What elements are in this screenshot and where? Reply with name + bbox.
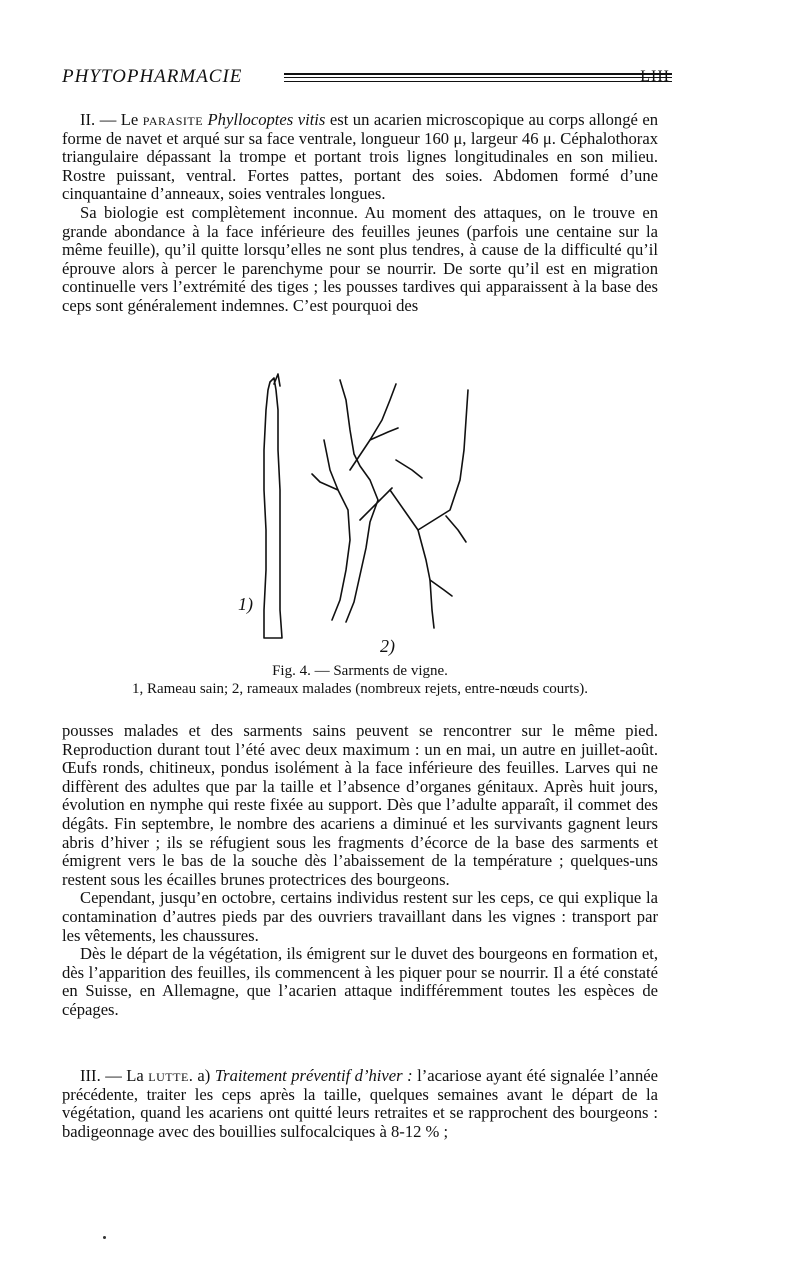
section-2-label: II. — Le	[80, 110, 139, 129]
paragraph-biology: Sa biologie est complètement inconnue. Au moment des attaques, on le trouve en grande abondance à la face inférieure des feuilles jeunes (parfois une centaine sur la même feuille), qu’il quitte lorsqu’elles ne sont plus tendres, à cause de la difficulté qu’il éprouve alors à percer le parenchyme pour se nourrir. De sorte qu’il est en migration continuelle vers l’extrémité des tiges ; les pousses tardives qui apparaissent à la base des ceps sont généralement indemnes. C’est pourquoi des	[62, 202, 658, 315]
section-3-sub: a)	[197, 1066, 211, 1085]
diseased-shoot-right	[390, 490, 434, 628]
figure-label-1: 1)	[238, 594, 253, 614]
running-title: PHYTOPHARMACIE	[62, 66, 243, 87]
diseased-branch-1	[350, 384, 396, 470]
diseased-branch-5	[446, 516, 466, 542]
figure-caption	[62, 662, 658, 698]
diseased-shoot-left	[324, 440, 350, 620]
diseased-branch-6	[430, 580, 452, 596]
header-rule	[284, 73, 672, 82]
healthy-shoot	[264, 378, 282, 638]
section-3-label: III. — La	[80, 1066, 144, 1085]
continuation-text	[62, 722, 658, 1020]
paragraph-reproduction: pousses malades et des sarments sains peuvent se rencontrer sur le même pied. Reproduction durant tout l’été avec deux maximum : un en mai, un autre en juillet-août. Œufs ronds, chitineux, pondus isolément à la face inférieure des feuilles. Larves qui ne diffèrent des adultes que par la taille et l’absence d’organes génitaux. Après huit jours, évolution en nymphe qui reste fixée au support. Dès que l’adulte apparaît, il commet des dégâts. Fin septembre, le nombre des acariens a diminué et les survivants gagnent leurs abris d’hiver ; ils se réfugient sous les fragments d’écorce de la base des sarments et émigrent vers le bas de la souche dès l’abaissement de la température ; quelques-uns restent sous les écailles brunes protectrices des bourgeons.	[62, 721, 658, 889]
paragraph-october: Cependant, jusqu’en octobre, certains individus restent sur les ceps, ce qui explique la contamination d’autres pieds par des ouvriers travaillant dans les vignes : transport par les vêtements, les chaussures.	[62, 888, 658, 945]
section-3-keyword: lutte	[148, 1066, 189, 1085]
paragraph-parasite	[62, 111, 658, 204]
caption-legend: 1, Rameau sain; 2, rameaux malades (nombreux rejets, entre-nœuds courts).	[131, 681, 589, 697]
page-header	[62, 64, 670, 92]
diseased-shoot-left-outline	[340, 380, 378, 622]
page-speck	[103, 1236, 106, 1239]
diseased-branch-7	[396, 460, 422, 478]
figure-label-2: 2)	[380, 636, 395, 656]
figure-vine-shoots	[220, 370, 520, 670]
caption-title: Fig. 4. — Sarments de vigne.	[272, 663, 448, 679]
section-2-text	[62, 111, 658, 316]
paragraph-vegetation: Dès le départ de la végétation, ils émigrent sur le duvet des bourgeons en formation et, dès l’apparition des feuilles, ils commencent à les piquer pour se nourrir. Il a été constaté en Suisse, en Allemagne, que l’acarien attaque indifféremment toutes les espèces de cépages.	[62, 944, 658, 1019]
paragraph-lutte: III. — La lutte. a) Traitement préventif d’hiver : l’acariose ayant été signalée l’année précédente, traiter les ceps après la taille, quelques semaines avant le départ de la végétation, quand les acariens ont quitté leurs retraites et se rapprochent des bourgeons : badigeonnage avec des bouillies sulfocalciques à 8-12 % ;	[62, 1066, 658, 1141]
diseased-shoot-right-2	[418, 390, 468, 530]
section-3-subtitle: Traitement préventif d’hiver :	[214, 1066, 413, 1085]
section-3-body: l’acariose ayant été signalée l’année précédente, traiter les ceps après la taille, quelques semaines avant le départ de la végétation, quand les acariens ont quitté leurs retraites et se rapprochent des bourgeons : badigeonnage avec des bouillies sulfocalciques à 8-12 % ;	[62, 1066, 658, 1141]
species-name: Phyllocoptes vitis	[207, 110, 326, 129]
diseased-branch-4	[360, 488, 392, 520]
page-number: LIII	[640, 68, 670, 85]
paragraph-parasite-body: est un acarien microscopique au corps allongé en forme de navet et arqué sur sa face ventrale, longueur 160 μ, largeur 46 μ. Céphalothorax triangulaire dépassant la trompe et portant trois lignes longitudinales en son milieu. Rostre puissant, ventral. Fortes pattes, portant des soies. Abdomen formé d’une cinquantaine d’anneaux, soies ventrales longues.	[62, 110, 659, 204]
section-3-text	[62, 1067, 658, 1141]
section-2-keyword: parasite	[142, 110, 204, 129]
